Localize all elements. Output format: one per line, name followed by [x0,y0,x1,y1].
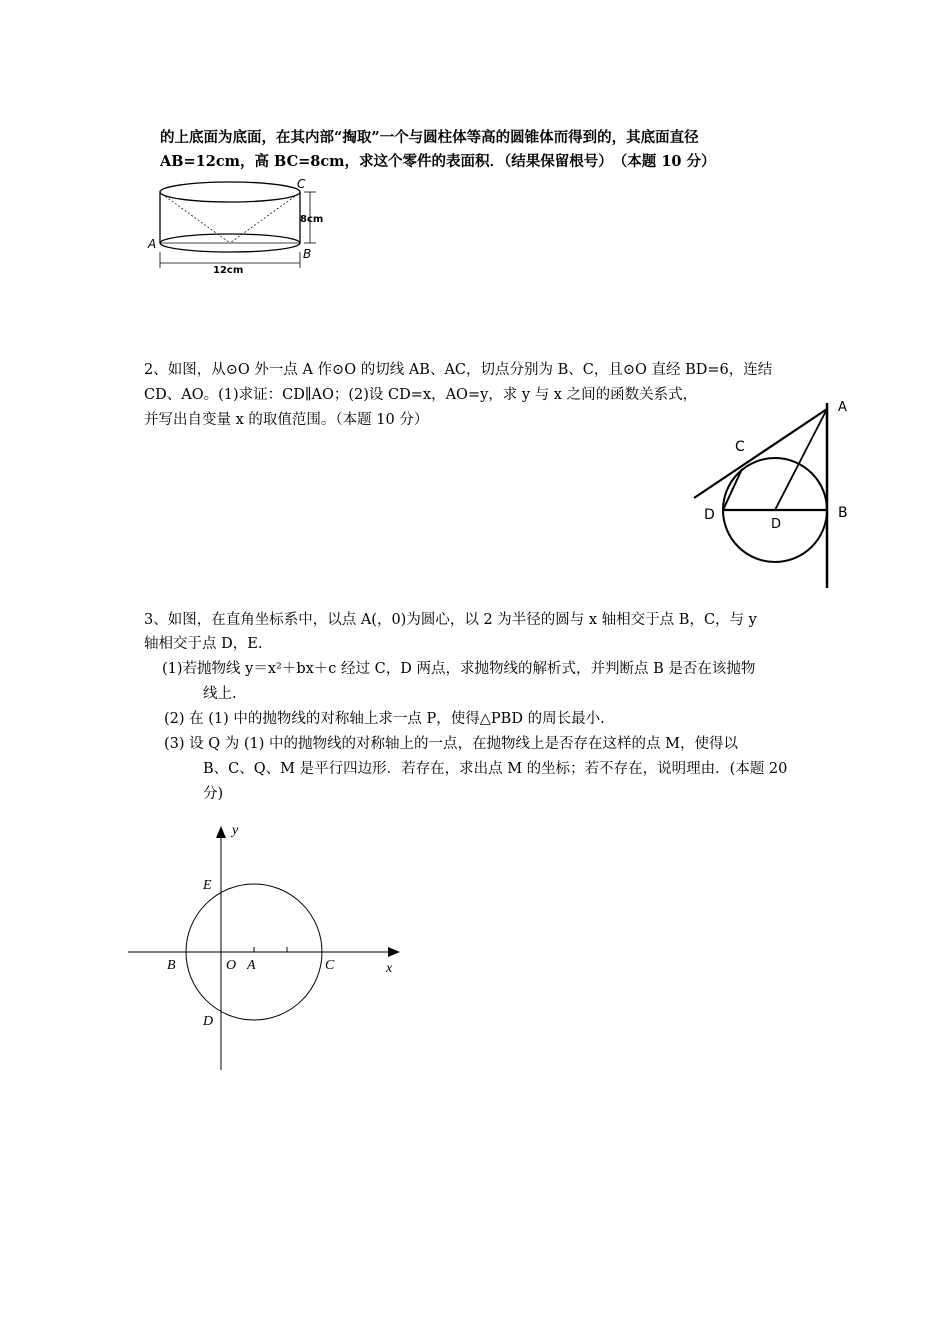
problem1-line2: AB=12cm，高 BC=8cm，求这个零件的表面积．（结果保留根号） （本题 10 分） [160,153,716,170]
problem3-sub2-line1: (2) 在 (1) 中的抛物线的对称轴上求一点 P，使得△PBD 的周长最小. [164,711,605,727]
label-a: A [148,237,157,251]
label-b: B [303,247,312,261]
problem1-line1: 的上底面为底面，在其内部“掏取”一个与圆柱体等高的圆锥体而得到的，其底面直径 [160,129,699,146]
y-axis-arrow [216,826,226,838]
label-a: A [838,400,847,415]
label-a: A [247,958,256,973]
label-c: C [735,439,745,455]
problem3-sub3-line2: B、C、Q、M 是平行四边形．若存在，求出点 M 的坐标；若不存在，说明理由．(本题 20 [203,761,788,777]
x-axis-arrow [388,947,400,957]
label-x: x [386,961,393,976]
label-c: C [297,177,306,191]
problem3-sub3-line3: 分) [203,786,224,802]
problem2-line3: 并写出自变量 x 的取值范围。（本题 10 分） [144,412,429,428]
label-d-left: D [704,507,715,523]
problem2-line2: CD、AO。(1)求证：CD∥AO；(2)设 CD=x，AO=y，求 y 与 x 之间的函数关系式， [144,387,698,403]
chord-cd-line [723,469,742,510]
label-e: E [203,878,212,893]
label-c: C [325,958,335,973]
problem3-sub1-line2: 线上. [203,686,237,702]
height-label: 8cm [300,214,324,225]
label-d: D [203,1014,214,1029]
label-b: B [167,958,176,973]
problem3-line2: 轴相交于点 D，E. [144,636,263,652]
width-label: 12cm [213,265,244,276]
cylinder-figure [140,172,340,282]
tangent-ac-line [694,409,827,498]
tangent-circle-figure [690,395,860,595]
label-y: y [232,823,239,838]
problem3-line1: 3、如图，在直角坐标系中，以点 A(，0)为圆心，以 2 为半径的圆与 x 轴相交于点 B，C，与 y [144,612,757,628]
problem3-sub1-line1: (1)若抛物线 y＝x²＋bx＋c 经过 C，D 两点，求抛物线的解析式，并判断点 B 是否在该抛物 [162,661,756,677]
label-b: B [838,505,848,521]
label-o: O [226,958,237,973]
label-d-center: D [771,517,782,532]
problem3-sub3-line1: (3) 设 Q 为 (1) 中的抛物线的对称轴上的一点，在抛物线上是否存在这样的点 M，使得以 [164,736,738,752]
coordinate-circle-figure [120,818,410,1078]
problem2-line1: 2、如图，从⊙O 外一点 A 作⊙O 的切线 AB、AC，切点分别为 B、C，且⊙O 直经 BD=6，连结 [144,362,773,378]
cylinder-top-ellipse [160,182,300,202]
